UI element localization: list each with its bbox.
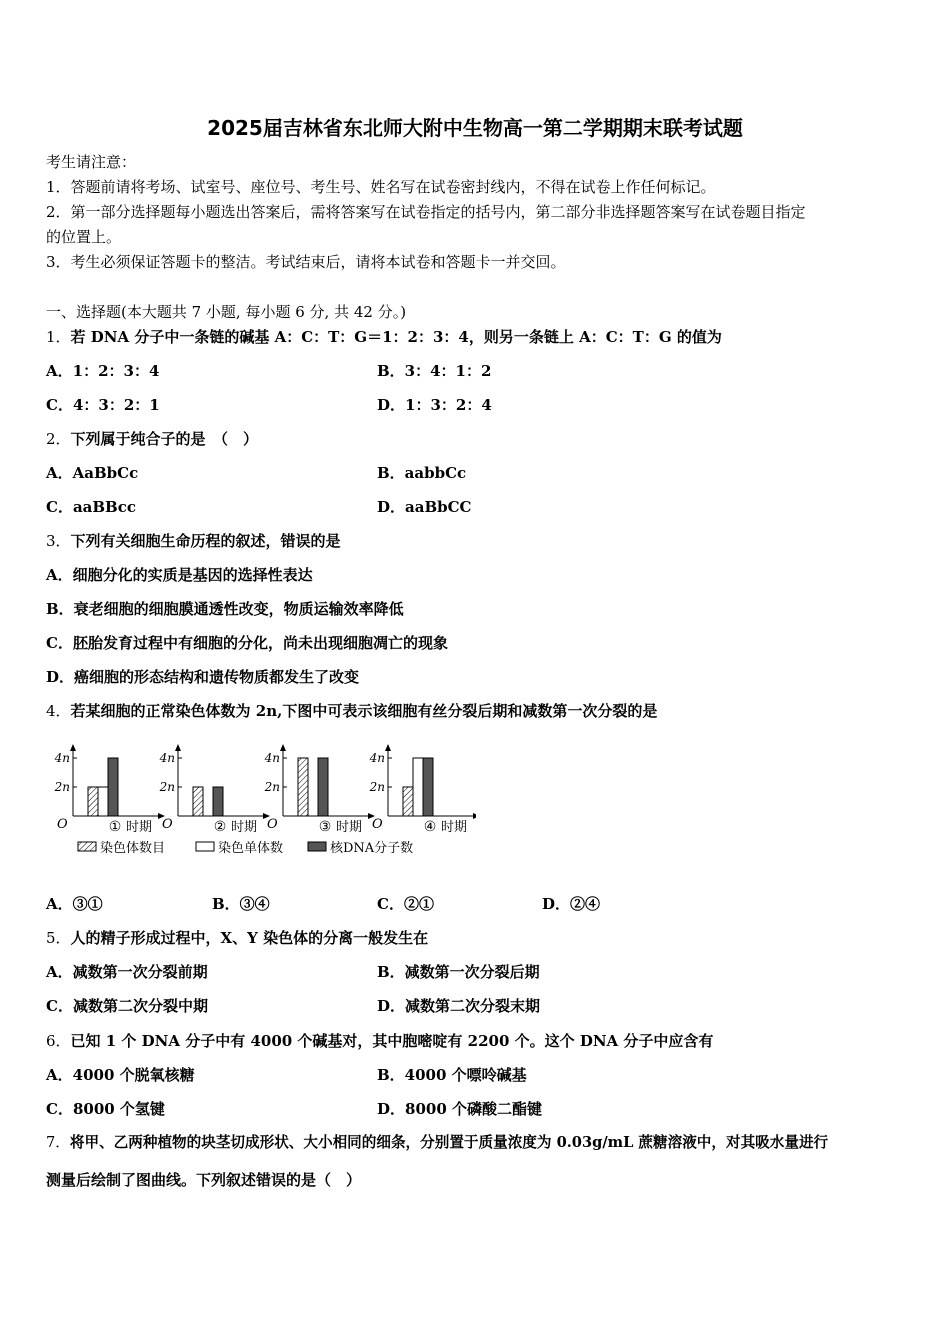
bar-dna bbox=[213, 787, 223, 816]
q5-option-d[interactable]: D．减数第二次分裂末期 bbox=[377, 997, 541, 1015]
question-number: 6． bbox=[46, 1032, 71, 1050]
question-number: 1． bbox=[46, 328, 71, 346]
question-number: 7． bbox=[46, 1134, 70, 1151]
q6-option-b[interactable]: B．4000 个嘌呤碱基 bbox=[377, 1066, 527, 1084]
y-tick-label: 2n bbox=[369, 780, 385, 794]
period-label: ① bbox=[108, 819, 122, 835]
x-axis-label: 时期 bbox=[126, 820, 153, 835]
q1-option-b[interactable]: B．3：4：1：2 bbox=[377, 362, 492, 380]
y-axis-arrow bbox=[280, 744, 286, 751]
chromosome-bar-chart bbox=[46, 736, 476, 864]
q3-option-d[interactable]: D．癌细胞的形态结构和遗传物质都发生了改变 bbox=[46, 668, 360, 686]
question-6-stem bbox=[46, 1031, 713, 1051]
bar-dna bbox=[108, 758, 118, 816]
bar-chromosome bbox=[193, 787, 203, 816]
chart-legend bbox=[78, 840, 413, 856]
q3-option-b[interactable]: B．衰老细胞的细胞膜通透性改变，物质运输效率降低 bbox=[46, 600, 404, 618]
question-number: 5． bbox=[46, 929, 71, 947]
y-tick-label: 2n bbox=[264, 780, 280, 794]
q4-option-b[interactable]: B．③④ bbox=[212, 895, 270, 913]
q1-option-c[interactable]: C．4：3：2：1 bbox=[46, 396, 160, 414]
q2-option-a[interactable]: A．AaBbCc bbox=[46, 464, 139, 482]
y-tick-label: 4n bbox=[264, 751, 280, 765]
y-tick-label: 2n bbox=[54, 780, 70, 794]
q1-option-d[interactable]: D．1：3：2：4 bbox=[377, 396, 492, 414]
q5-option-b[interactable]: B．减数第一次分裂后期 bbox=[377, 963, 540, 981]
question-3-stem bbox=[46, 531, 341, 551]
origin-label: O bbox=[372, 817, 383, 832]
y-tick-label: 2n bbox=[159, 780, 175, 794]
question-2-stem bbox=[46, 429, 258, 449]
q6-option-d[interactable]: D．8000 个磷酸二酯键 bbox=[377, 1100, 542, 1118]
notice-item-1: 1．答题前请将考场、试室号、座位号、考生号、姓名写在试卷密封线内，不得在试卷上作任何标记。 bbox=[46, 178, 716, 196]
question-text: 将甲、乙两种植物的块茎切成形状、大小相同的细条，分别置于质量浓度为 0.03g/mL 蔗糖溶液中，对其吸水量进行 bbox=[69, 1134, 829, 1151]
chart-panels bbox=[54, 744, 476, 835]
bar-dna bbox=[318, 758, 328, 816]
question-4-stem bbox=[46, 701, 657, 721]
q2-option-c[interactable]: C．aaBBcc bbox=[46, 498, 137, 516]
legend-label: 核DNA分子数 bbox=[330, 841, 414, 856]
question-7-stem bbox=[46, 1133, 828, 1153]
q3-option-c[interactable]: C．胚胎发育过程中有细胞的分化，尚未出现细胞凋亡的现象 bbox=[46, 634, 448, 652]
question-number: 2． bbox=[46, 430, 71, 448]
question-1-stem bbox=[46, 327, 722, 347]
q5-option-a[interactable]: A．减数第一次分裂前期 bbox=[46, 963, 208, 981]
bar-chromosome bbox=[88, 787, 98, 816]
x-axis-label: 时期 bbox=[231, 820, 258, 835]
exam-title: 2025届吉林省东北师大附中生物高一第二学期期末联考试题 bbox=[207, 116, 743, 140]
y-tick-label: 4n bbox=[159, 751, 175, 765]
notice-item-3: 3．考生必须保证答题卡的整洁。考试结束后，请将本试卷和答题卡一并交回。 bbox=[46, 253, 566, 271]
y-tick-label: 4n bbox=[369, 751, 385, 765]
q4-option-d[interactable]: D．②④ bbox=[542, 895, 601, 913]
period-label: ④ bbox=[423, 819, 437, 835]
legend-swatch bbox=[196, 842, 214, 851]
question-text: 已知 1 个 DNA 分子中有 4000 个碱基对，其中胞嘧啶有 2200 个。这个 DNA 分子中应含有 bbox=[70, 1032, 714, 1050]
origin-label: O bbox=[267, 817, 278, 832]
q6-option-a[interactable]: A．4000 个脱氧核糖 bbox=[46, 1066, 195, 1084]
question-7-stem-cont: 测量后绘制了图曲线。下列叙述错误的是（ ） bbox=[46, 1171, 362, 1189]
question-text: 若 DNA 分子中一条链的碱基 A：C：T：G＝1：2：3：4，则另一条链上 A：C：T：G 的值为 bbox=[70, 328, 722, 346]
y-axis-arrow bbox=[385, 744, 391, 751]
q2-option-d[interactable]: D．aaBbCC bbox=[377, 498, 472, 516]
legend-label: 染色体数目 bbox=[100, 841, 166, 856]
notice-item-2-cont: 的位置上。 bbox=[46, 228, 122, 246]
legend-swatch bbox=[78, 842, 96, 851]
question-text: 下列属于纯合子的是 （ ） bbox=[70, 430, 259, 448]
question-text: 下列有关细胞生命历程的叙述，错误的是 bbox=[70, 532, 341, 550]
bar-chromatid bbox=[413, 758, 423, 816]
bar-chromosome bbox=[298, 758, 308, 816]
q4-option-a[interactable]: A．③① bbox=[46, 895, 103, 913]
section-heading: 一、选择题(本大题共 7 小题, 每小题 6 分, 共 42 分。) bbox=[46, 303, 407, 321]
q5-option-c[interactable]: C．减数第二次分裂中期 bbox=[46, 997, 208, 1015]
question-number: 3． bbox=[46, 532, 71, 550]
q3-option-a[interactable]: A．细胞分化的实质是基因的选择性表达 bbox=[46, 566, 313, 584]
period-label: ③ bbox=[318, 819, 332, 835]
q1-option-a[interactable]: A．1：2：3：4 bbox=[46, 362, 160, 380]
q4-option-c[interactable]: C．②① bbox=[377, 895, 434, 913]
question-text: 若某细胞的正常染色体数为 2n,下图中可表示该细胞有丝分裂后期和减数第一次分裂的是 bbox=[70, 702, 658, 720]
x-axis-arrow bbox=[473, 813, 476, 819]
legend-label: 染色单体数 bbox=[218, 841, 284, 856]
x-axis-label: 时期 bbox=[336, 820, 363, 835]
q2-option-b[interactable]: B．aabbCc bbox=[377, 464, 467, 482]
y-axis-arrow bbox=[175, 744, 181, 751]
question-text: 人的精子形成过程中，X、Y 染色体的分离一般发生在 bbox=[70, 929, 429, 947]
x-axis-label: 时期 bbox=[441, 820, 468, 835]
bar-dna bbox=[423, 758, 433, 816]
bar-chromatid bbox=[98, 787, 108, 816]
y-axis-arrow bbox=[70, 744, 76, 751]
bar-chromosome bbox=[403, 787, 413, 816]
y-tick-label: 4n bbox=[54, 751, 70, 765]
notice-heading: 考生请注意： bbox=[46, 153, 137, 171]
period-label: ② bbox=[213, 819, 227, 835]
question-5-stem bbox=[46, 928, 428, 948]
origin-label: O bbox=[57, 817, 68, 832]
origin-label: O bbox=[162, 817, 173, 832]
notice-item-2: 2．第一部分选择题每小题选出答案后，需将答案写在试卷指定的括号内，第二部分非选择题答案写在试卷题目指定 bbox=[46, 203, 806, 221]
q6-option-c[interactable]: C．8000 个氢键 bbox=[46, 1100, 165, 1118]
question-number: 4． bbox=[46, 702, 71, 720]
legend-swatch bbox=[308, 842, 326, 851]
